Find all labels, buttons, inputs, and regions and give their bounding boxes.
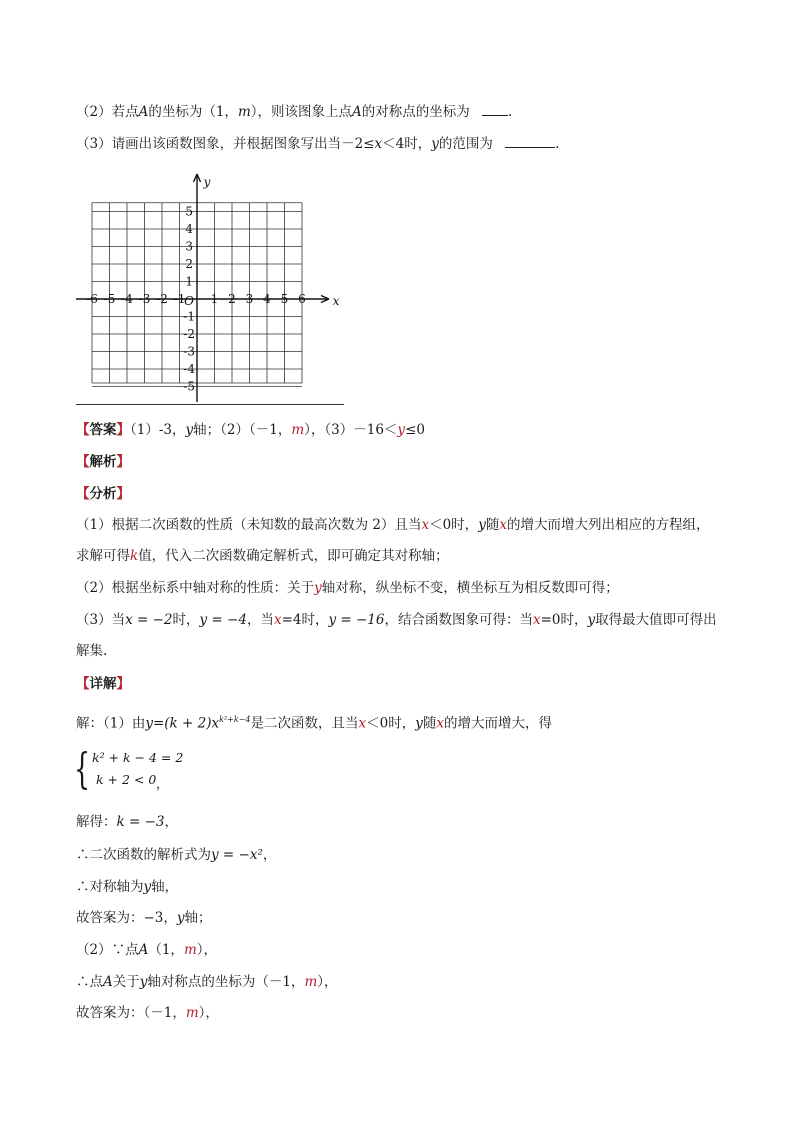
x-tick-label: -3 — [138, 292, 151, 306]
analysis-p2: （2）根据坐标系中轴对称的性质：关于y轴对称，纵坐标不变，横坐标互为相反数即可得； — [76, 580, 619, 596]
x-tick-label: 5 — [280, 292, 289, 306]
solution-line8: 故答案为：（－1，m）， — [76, 1005, 219, 1021]
equation-system-brace: { — [74, 744, 91, 793]
solution-line7: ∴点A关于y轴对称点的坐标为（－1，m）， — [76, 974, 338, 990]
answer-line: 【答案】（1）-3，y轴；（2）（－1，m），（3）－16＜y≤0 — [76, 422, 425, 438]
detail-heading: 【详解】 — [76, 676, 130, 692]
y-tick-label: -1 — [183, 309, 195, 324]
coordinate-grid-svg — [74, 170, 349, 410]
solution-line3: ∴二次函数的解析式为y = −x²， — [76, 847, 277, 863]
question-2: （2）若点A的坐标为（1，m），则该图象上点A的对称点的坐标为 . — [76, 104, 513, 120]
answer-blank-2[interactable] — [482, 103, 508, 116]
y-tick-label: 5 — [185, 204, 193, 219]
y-axis-label: y — [203, 175, 211, 189]
analysis-p1-line1: （1）根据二次函数的性质（未知数的最高次数为 2）且当x＜0时，y随x的增大而增大列出相应的方程组， — [76, 517, 710, 533]
x-tick-label: 2 — [228, 292, 236, 306]
x-tick-label: 3 — [245, 292, 254, 306]
y-tick-label: 3 — [185, 239, 193, 254]
solution-line2: 解得：k = −3， — [76, 814, 178, 830]
x-tick-label: 6 — [298, 292, 306, 306]
y-tick-label: 2 — [185, 257, 193, 271]
solution-line1: 解：（1）由$y=(k + 2)x^{k^2+k-4}$是二次函数，且当x＜0时，y随x的增大而增大，得 — [76, 715, 552, 732]
solution-line6: （2）∵点A（1，m）， — [76, 942, 217, 958]
analysis-p3-line2: 解集. — [76, 643, 108, 659]
y-tick-label: -3 — [183, 344, 195, 359]
separator-rule — [76, 404, 344, 405]
y-tick-label: -4 — [183, 362, 195, 376]
coordinate-grid — [74, 170, 349, 410]
answer-blank-3[interactable] — [505, 135, 555, 148]
x-tick-label: 1 — [210, 292, 219, 306]
solution-line4: ∴对称轴为y轴， — [76, 879, 179, 895]
x-tick-label: -5 — [103, 292, 116, 306]
y-tick-label: -5 — [183, 379, 195, 394]
origin-label: O — [184, 294, 194, 308]
jiexi-heading: 【解析】 — [76, 454, 130, 470]
y-tick-label: -2 — [183, 327, 195, 341]
solution-line5: 故答案为：−3，y轴； — [76, 910, 212, 926]
x-tick-label: -1 — [173, 292, 186, 306]
y-tick-label: 4 — [185, 222, 193, 236]
answer-tag: 【答案】 — [76, 422, 130, 438]
question-3: （3）请画出该函数图象，并根据图象写出当－2≤x＜4时，y的范围为 . — [76, 136, 560, 152]
system-eq-1: k² + k − 4 = 2 — [92, 750, 184, 765]
analysis-p3-line1: （3）当x = −2时，y = −4，当x=4时，y = −16，结合函数图象可得：当x=0时，y取得最大值即可得出 — [76, 612, 717, 628]
fenxi-heading: 【分析】 — [76, 486, 130, 502]
analysis-p1-line2: 求解可得k值，代入二次函数确定解析式，即可确定其对称轴； — [76, 548, 449, 564]
x-tick-label: -6 — [86, 292, 98, 306]
system-comma: ， — [156, 776, 169, 791]
x-axis-label: x — [332, 294, 340, 308]
y-tick-label: 1 — [185, 274, 193, 289]
system-eq-2: k + 2 < 0 — [96, 772, 157, 787]
x-tick-label: 4 — [263, 292, 271, 306]
x-tick-label: -4 — [121, 292, 133, 306]
x-tick-label: -2 — [156, 292, 168, 306]
